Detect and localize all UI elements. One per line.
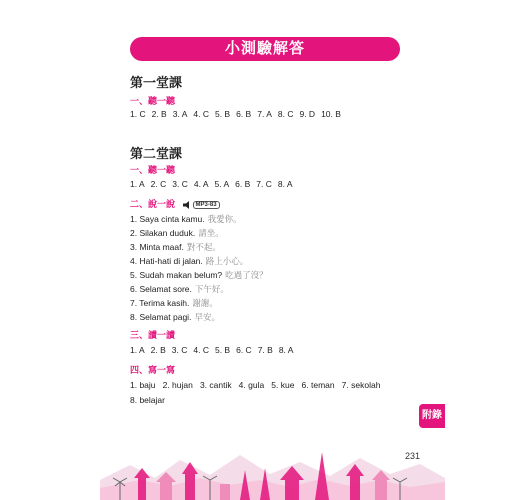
chinese-translation: 下午好。 [194, 284, 229, 294]
indonesian-sentence: 4. Hati-hati di jalan. [130, 256, 203, 266]
answer-item: 8. A [277, 179, 293, 189]
page-number: 231 [405, 451, 421, 461]
answer-item: 3. C [172, 179, 188, 189]
answer-item: 7. A [257, 109, 272, 119]
speak-answer-line [130, 227, 224, 239]
speak-answer-line [130, 241, 221, 253]
chinese-translation: 吃過了沒？ [225, 270, 268, 280]
chinese-translation: 路上小心。 [205, 256, 249, 266]
answer-item: 4. A [193, 179, 209, 189]
answer-item: 2. B [150, 345, 166, 355]
speak-answer-line [130, 213, 242, 225]
answer-item: 10. B [321, 109, 341, 119]
lesson-2-write-label: 四、寫一寫 [130, 365, 176, 375]
answer-item: 3. A [172, 109, 188, 119]
speak-answer-line [130, 269, 268, 281]
chinese-translation: 謝謝。 [192, 298, 218, 308]
lesson-2-listen-answers [130, 179, 299, 189]
answer-item: 1. C [130, 109, 146, 119]
audio-track[interactable] [183, 201, 220, 209]
indonesian-sentence: 7. Terima kasih. [130, 298, 190, 308]
indonesian-sentence: 5. Sudah makan belum? [130, 270, 223, 280]
answer-item: 9. D [299, 109, 316, 119]
landmark-scenery-illustration [100, 430, 445, 500]
answer-item: 1. A [130, 179, 145, 189]
lesson-2-heading: 第二堂課 [130, 146, 183, 161]
indonesian-sentence: 1. Saya cinta kamu. [130, 214, 205, 224]
lesson-1-listen-answers [130, 109, 347, 119]
answer-item: 4. C [193, 109, 209, 119]
answer-item: 5. B [214, 345, 231, 355]
lesson-2-listen-label: 一、聽一聽 [130, 165, 176, 175]
answer-item: 5. B [214, 109, 231, 119]
answer-item: 1. A [130, 345, 145, 355]
answer-item: 2. B [151, 109, 167, 119]
speak-answer-line [130, 255, 248, 267]
lesson-2-read-answers [130, 345, 299, 355]
indonesian-sentence: 2. Silakan duduk. [130, 228, 196, 238]
answer-item: 2. C [150, 179, 167, 189]
lesson-2-write-answers-line2: 8. belajar [130, 395, 165, 405]
answer-item: 8. A [278, 345, 294, 355]
speak-answer-line [130, 311, 220, 323]
speak-answer-line [130, 297, 218, 309]
answer-item: 7. C [256, 179, 272, 189]
speaker-icon [183, 201, 192, 209]
answer-item: 5. A [214, 179, 230, 189]
appendix-tab[interactable]: 附錄 [419, 404, 445, 428]
chinese-translation: 對不起。 [186, 242, 221, 252]
lesson-2-speak-label [130, 197, 220, 210]
audio-track-label: MP3-83 [193, 201, 220, 209]
answer-item: 6. B [236, 109, 252, 119]
lesson-1-listen-label: 一、聽一聽 [130, 96, 176, 106]
answer-item: 7. B [257, 345, 273, 355]
indonesian-sentence: 8. Selamat pagi. [130, 312, 192, 322]
answer-item: 4. C [193, 345, 209, 355]
answer-item: 6. B [235, 179, 251, 189]
lesson-2-write-answers-line1: 1. baju 2. hujan 3. cantik 4. gula 5. kue 6. teman 7. sekolah [130, 380, 381, 390]
speak-answer-line [130, 283, 229, 295]
lesson-2-read-label: 三、讀一讀 [130, 330, 176, 340]
chinese-translation: 請坐。 [198, 228, 224, 238]
chinese-translation: 早安。 [194, 312, 220, 322]
chinese-translation: 我愛你。 [207, 214, 242, 224]
answer-item: 6. C [236, 345, 252, 355]
lesson-1-heading: 第一堂課 [130, 75, 183, 90]
indonesian-sentence: 3. Minta maaf. [130, 242, 184, 252]
answer-item: 8. C [277, 109, 294, 119]
page-title: 小測驗解答 [130, 37, 400, 61]
answer-item: 3. C [171, 345, 188, 355]
indonesian-sentence: 6. Selamat sore. [130, 284, 192, 294]
speak-label-text: 二、說一說 [130, 199, 176, 209]
